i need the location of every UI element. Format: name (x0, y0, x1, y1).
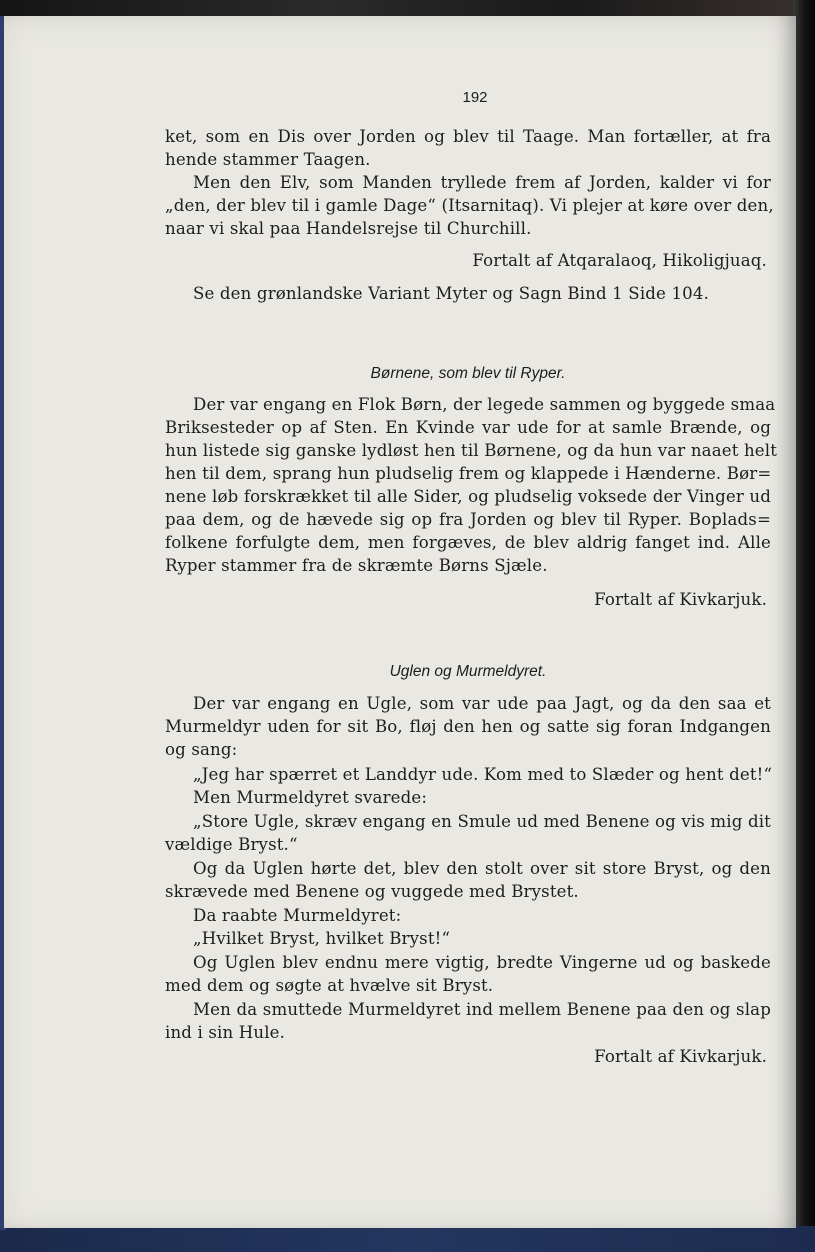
intro-line: hende stammer Taagen. (165, 150, 371, 169)
story-line: Men Murmeldyret svarede: (193, 788, 428, 807)
story-line: vældige Bryst.“ (165, 835, 298, 854)
story-line: paa dem, og de hævede sig op fra Jorden og blev til Ryper. Boplads= (165, 510, 771, 529)
story-line: Men da smuttede Murmeldyret ind mellem Benene paa den og slap (193, 1000, 771, 1019)
book-page (4, 16, 796, 1228)
story-line: Og da Uglen hørte det, blev den stolt over sit store Bryst, og den (193, 859, 771, 878)
story-line: Og Uglen blev endnu mere vigtig, bredte Vingerne ud og baskede (193, 953, 771, 972)
story-line: Briksesteder op af Sten. En Kvinde var ude for at samle Brænde, og (165, 418, 771, 437)
story-line: hen til dem, sprang hun pludselig frem og klappede i Hænderne. Bør= (165, 464, 772, 483)
story-line: „Store Ugle, skræv engang en Smule ud med Benene og vis mig dit (193, 812, 771, 831)
intro-line: ket, som en Dis over Jorden og blev til Taage. Man fortæller, at fra (165, 127, 771, 146)
story-line: skrævede med Benene og vuggede med Brystet. (165, 882, 579, 901)
story-line: Murmeldyr uden for sit Bo, fløj den hen og satte sig foran Indgangen (165, 717, 771, 736)
intro-line: „den, der blev til i gamle Dage“ (Itsarnitaq). Vi plejer at køre over den, (165, 196, 774, 215)
page-number: 192 (462, 89, 488, 106)
story-title: Børnene, som blev til Ryper. (370, 365, 566, 382)
scanner-frame-right (793, 0, 815, 1252)
story-title: Uglen og Murmeldyret. (389, 663, 547, 680)
story-credit: Fortalt af Kivkarjuk. (594, 1047, 767, 1066)
story-line: Der var engang en Flok Børn, der legede sammen og byggede smaa (193, 395, 776, 414)
intro-line: Men den Elv, som Manden tryllede frem af Jorden, kalder vi for (193, 173, 771, 192)
story-line: „Hvilket Bryst, hvilket Bryst!“ (193, 929, 451, 948)
intro-reference: Se den grønlandske Variant Myter og Sagn Bind 1 Side 104. (193, 284, 709, 303)
story-line: ind i sin Hule. (165, 1023, 286, 1042)
story-line: Ryper stammer fra de skræmte Børns Sjæle. (165, 556, 548, 575)
book-cover-edge (0, 1226, 815, 1252)
story-line: Da raabte Murmeldyret: (193, 906, 402, 925)
story-line: med dem og søgte at hvælve sit Bryst. (165, 976, 494, 995)
intro-line: naar vi skal paa Handelsrejse til Churchill. (165, 219, 532, 238)
story-line: „Jeg har spærret et Landdyr ude. Kom med to Slæder og hent det!“ (193, 765, 773, 784)
story-credit: Fortalt af Kivkarjuk. (594, 590, 767, 609)
intro-credit: Fortalt af Atqaralaoq, Hikoligjuaq. (472, 251, 767, 270)
story-line: hun listede sig ganske lydløst hen til Børnene, og da hun var naaet helt (165, 441, 778, 460)
story-line: nene løb forskrækket til alle Sider, og pludselig voksede der Vinger ud (165, 487, 771, 506)
story-line: folkene forfulgte dem, men forgæves, de blev aldrig fanget ind. Alle (165, 533, 771, 552)
story-line: Der var engang en Ugle, som var ude paa Jagt, og da den saa et (193, 694, 771, 713)
story-line: og sang: (165, 740, 238, 759)
